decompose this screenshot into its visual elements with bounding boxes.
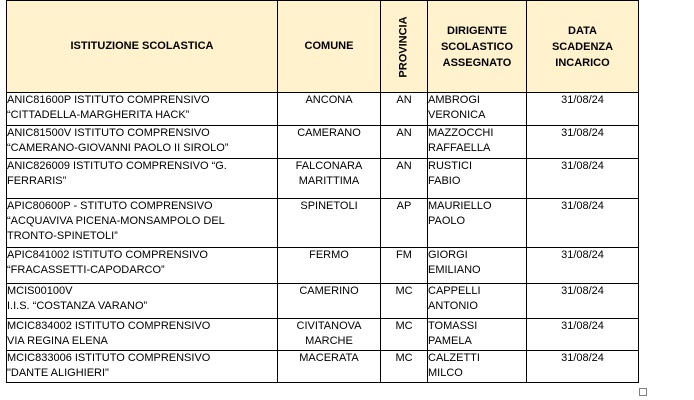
comune-line: MARCHE — [305, 335, 353, 347]
cell-data-scadenza: 31/08/24 — [527, 93, 639, 126]
istituzione-line: “CITTADELLA-MARGHERITA HACK” — [7, 109, 190, 121]
table-resize-handle[interactable] — [639, 388, 647, 396]
dirigente-line: FABIO — [428, 175, 461, 187]
header-comune: COMUNE — [278, 1, 381, 93]
cell-comune — [278, 199, 381, 248]
cell-comune — [278, 319, 381, 351]
istituzione-line: “ACQUAVIVA PICENA-MONSAMPOLO DEL — [7, 215, 225, 227]
header-row — [7, 1, 639, 93]
cell-istituzione — [7, 159, 278, 199]
istituzione-line: VIA REGINA ELENA — [7, 335, 108, 347]
cell-istituzione — [7, 199, 278, 248]
header-provincia-label: PROVINCIA — [397, 15, 410, 78]
dirigente-line: MAZZOCCHI — [428, 127, 494, 139]
comune-line: CAMERINO — [299, 285, 359, 297]
cell-data-scadenza: 31/08/24 — [527, 351, 639, 383]
header-dirigente-line: ASSEGNATO — [442, 56, 512, 69]
istituzione-line: “FRACASSETTI-CAPODARCO” — [7, 264, 165, 276]
table-row — [7, 126, 639, 159]
cell-istituzione — [7, 319, 278, 351]
cell-dirigente — [428, 284, 527, 319]
cell-dirigente — [428, 248, 527, 284]
cell-provincia: FM — [381, 248, 428, 284]
cell-istituzione — [7, 351, 278, 383]
cell-comune — [278, 159, 381, 199]
comune-line: FALCONARA — [295, 160, 363, 172]
dirigente-line: MILCO — [428, 367, 463, 379]
dirigente-line: VERONICA — [428, 109, 486, 121]
cell-dirigente — [428, 199, 527, 248]
cell-data-scadenza: 31/08/24 — [527, 199, 639, 248]
cell-istituzione — [7, 93, 278, 126]
header-dirigente — [428, 1, 527, 93]
cell-dirigente — [428, 319, 527, 351]
dirigente-line: TOMASSI — [428, 320, 478, 332]
table-row — [7, 248, 639, 284]
cell-provincia: AN — [381, 93, 428, 126]
comune-line: CIVITANOVA — [296, 320, 362, 332]
istituzione-line: APIC841002 ISTITUTO COMPRENSIVO — [7, 249, 208, 261]
cell-comune — [278, 351, 381, 383]
cell-comune — [278, 126, 381, 159]
table-row — [7, 284, 639, 319]
table-row — [7, 159, 639, 199]
cell-provincia: AN — [381, 159, 428, 199]
header-istituzione: ISTITUZIONE SCOLASTICA — [7, 1, 278, 93]
table-row — [7, 93, 639, 126]
comune-line: SPINETOLI — [300, 200, 358, 212]
cell-comune — [278, 284, 381, 319]
cell-dirigente — [428, 351, 527, 383]
istituzione-line: TRONTO-SPINETOLI” — [7, 230, 118, 242]
cell-dirigente — [428, 159, 527, 199]
istituzione-line: “CAMERANO-GIOVANNI PAOLO II SIROLO” — [7, 142, 229, 154]
istituzione-line: ANIC826009 ISTITUTO COMPRENSIVO “G. — [7, 160, 227, 172]
dirigente-line: RUSTICI — [428, 160, 472, 172]
istituzione-line: APIC80600P - STITUTO COMPRENSIVO — [7, 200, 213, 212]
comune-line: FERMO — [309, 249, 349, 261]
dirigente-line: AMBROGI — [428, 94, 480, 106]
comune-line: MARITTIMA — [298, 175, 360, 187]
header-data-line: INCARICO — [555, 56, 610, 69]
dirigente-line: CAPPELLI — [428, 285, 481, 297]
table-row — [7, 319, 639, 351]
istituzione-line: MCIS00100V — [7, 285, 73, 297]
header-data-line: SCADENZA — [551, 40, 614, 53]
istituzione-line: MCIC834002 ISTITUTO COMPRENSIVO — [7, 320, 211, 332]
header-data-line: DATA — [568, 24, 597, 37]
cell-provincia: AP — [381, 199, 428, 248]
cell-data-scadenza: 31/08/24 — [527, 159, 639, 199]
dirigente-line: CALZETTI — [428, 352, 480, 364]
cell-data-scadenza: 31/08/24 — [527, 126, 639, 159]
table-row — [7, 199, 639, 248]
istituzione-line: FERRARIS” — [7, 175, 67, 187]
cell-istituzione — [7, 284, 278, 319]
cell-data-scadenza: 31/08/24 — [527, 284, 639, 319]
istituzione-line: MCIC833006 ISTITUTO COMPRENSIVO — [7, 352, 211, 364]
cell-dirigente — [428, 93, 527, 126]
dirigente-line: PAOLO — [428, 215, 466, 227]
istituzione-line: ANIC81600P ISTITUTO COMPRENSIVO — [7, 94, 210, 106]
header-dirigente-line: SCOLASTICO — [440, 40, 514, 53]
cell-dirigente — [428, 126, 527, 159]
dirigente-line: GIORGI — [428, 249, 468, 261]
istituzione-line: ANIC81500V ISTITUTO COMPRENSIVO — [7, 127, 210, 139]
dirigente-line: PAMELA — [428, 335, 472, 347]
dirigente-line: MAURIELLO — [428, 200, 492, 212]
dirigente-line: ANTONIO — [428, 300, 478, 312]
cell-comune — [278, 248, 381, 284]
cell-data-scadenza: 31/08/24 — [527, 248, 639, 284]
dirigente-line: EMILIANO — [428, 264, 481, 276]
cell-provincia: MC — [381, 351, 428, 383]
istituzione-line: I.I.S. “COSTANZA VARANO” — [7, 300, 148, 312]
dirigente-line: RAFFAELLA — [428, 142, 491, 154]
cell-provincia: AN — [381, 126, 428, 159]
comune-line: CAMERANO — [297, 127, 361, 139]
comune-line: ANCONA — [305, 94, 353, 106]
header-dirigente-line: DIRIGENTE — [447, 24, 507, 37]
assignments-table — [6, 0, 639, 383]
cell-comune — [278, 93, 381, 126]
comune-line: MACERATA — [299, 352, 359, 364]
header-provincia — [381, 1, 428, 93]
table-row — [7, 351, 639, 383]
cell-provincia: MC — [381, 319, 428, 351]
table-body — [7, 93, 639, 383]
istituzione-line: "DANTE ALIGHIERI" — [7, 367, 109, 379]
cell-istituzione — [7, 248, 278, 284]
cell-data-scadenza: 31/08/24 — [527, 319, 639, 351]
header-data — [527, 1, 639, 93]
cell-istituzione — [7, 126, 278, 159]
cell-provincia: MC — [381, 284, 428, 319]
